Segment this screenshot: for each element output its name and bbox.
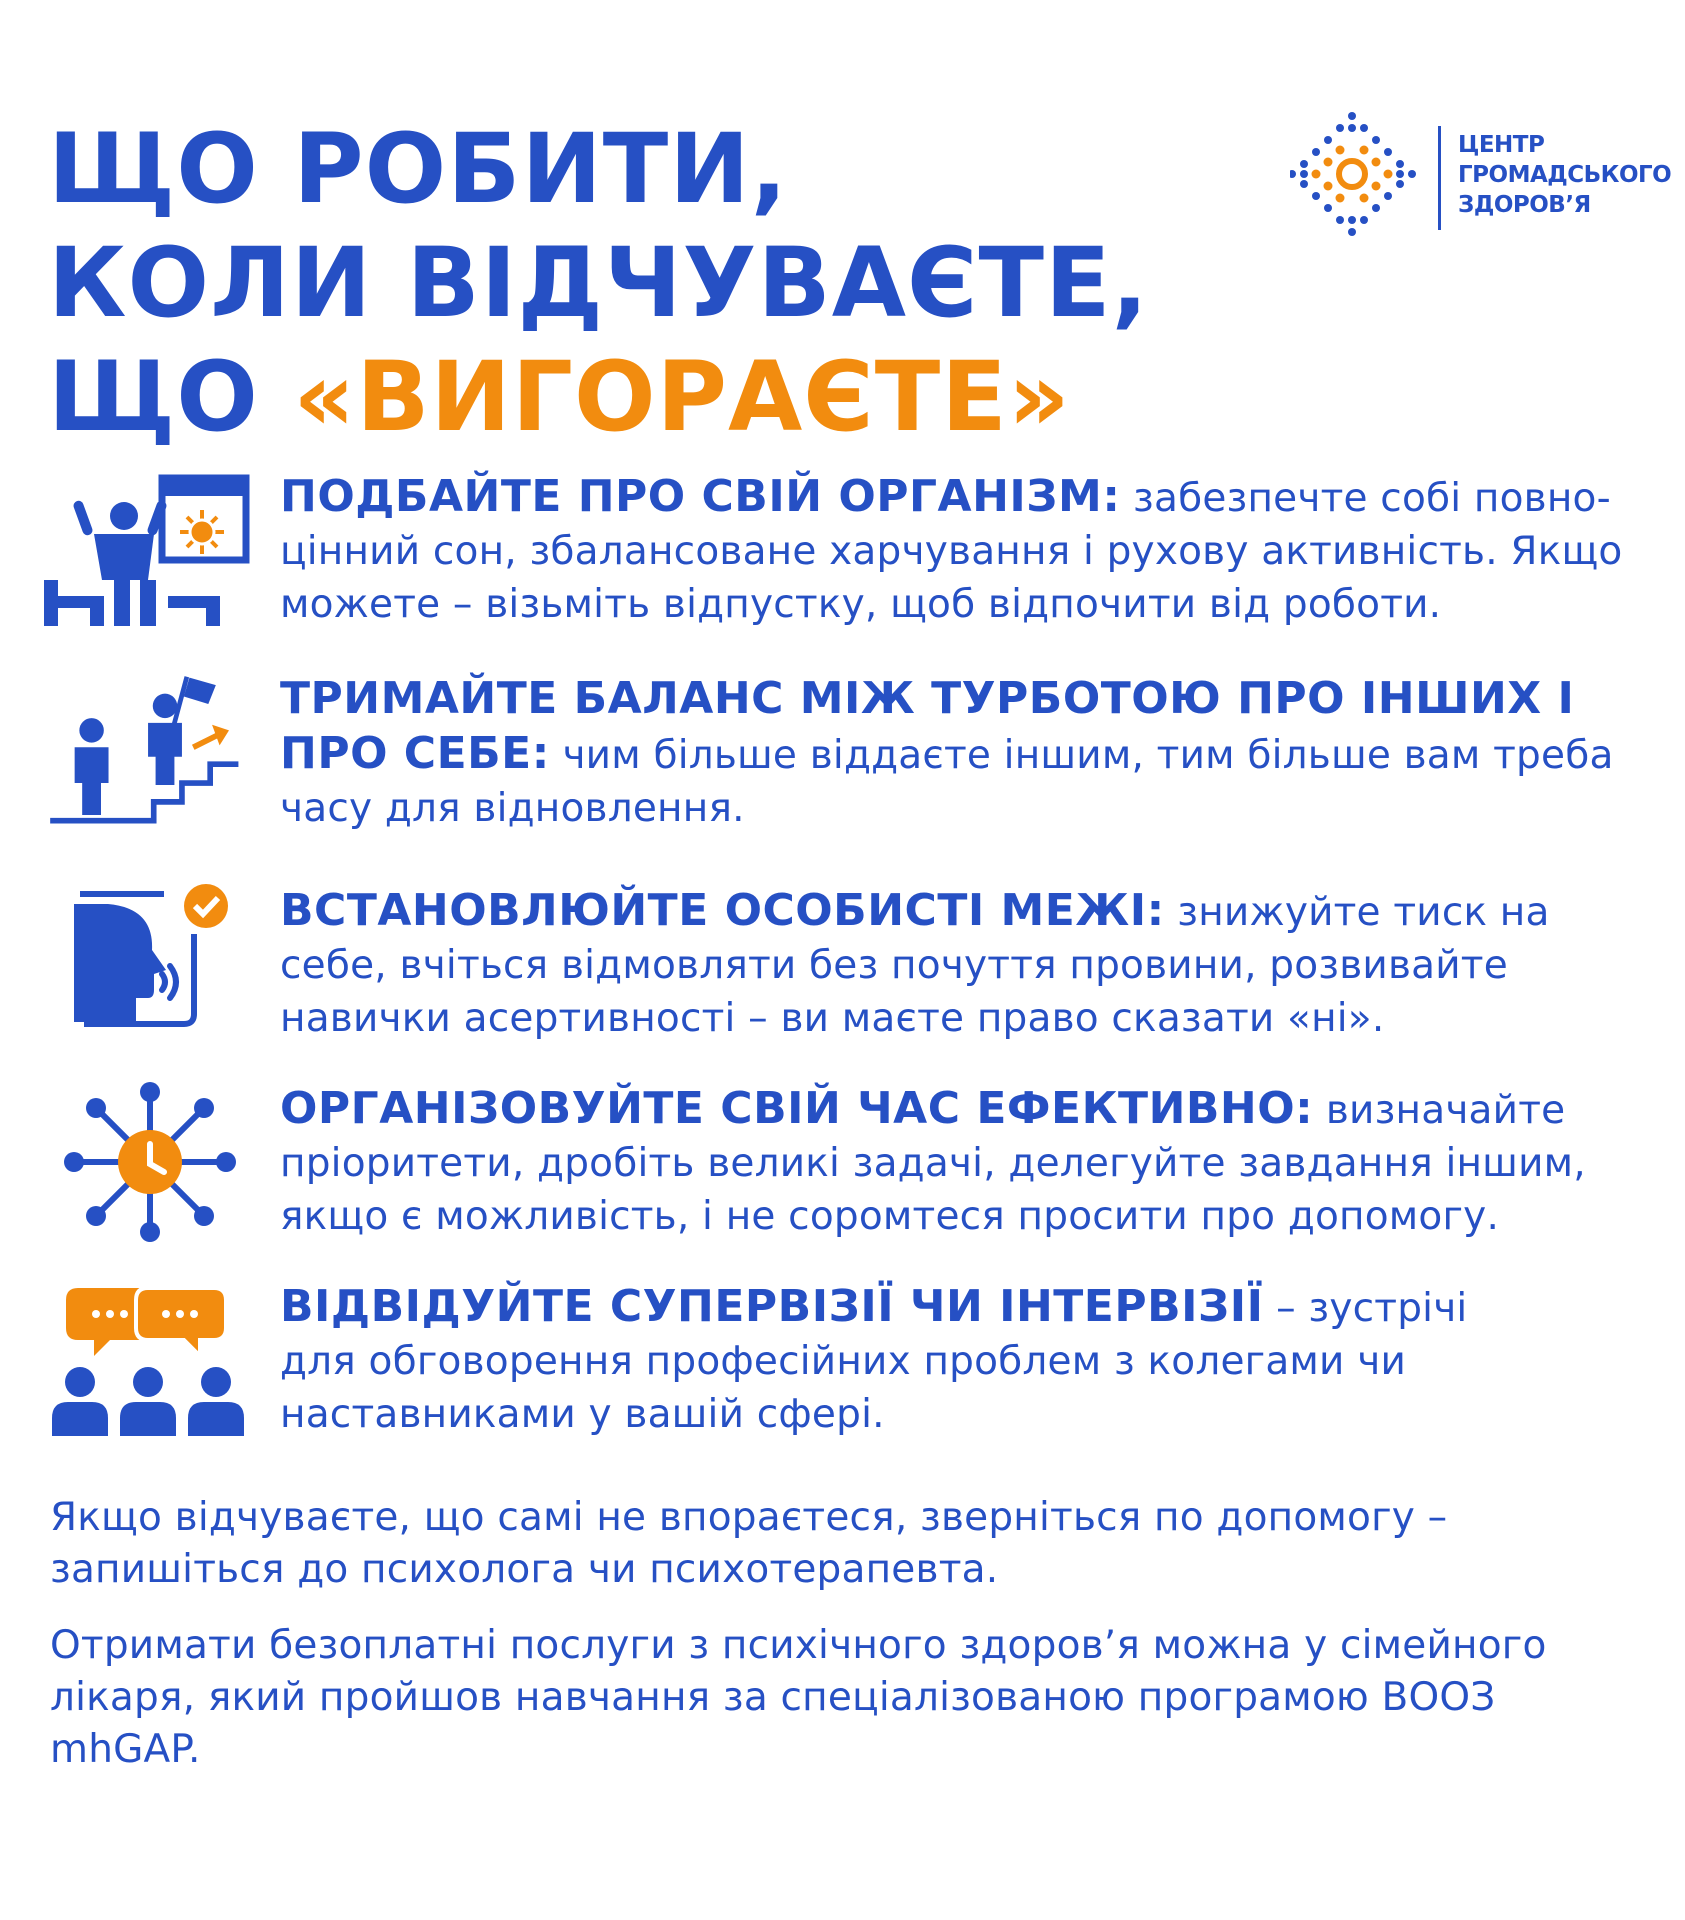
tip-text bbox=[280, 1280, 1550, 1441]
tip-body: визначайте пріоритети, дробіть великі задачі, делегуйте завдання іншим, якщо є можливість, і не соромтеся просити про допомогу. bbox=[280, 1088, 1586, 1239]
group-chat-icon bbox=[44, 1280, 254, 1440]
clock-network-icon bbox=[44, 1082, 254, 1242]
logo-text-line-1: ЦЕНТР bbox=[1458, 132, 1545, 158]
logo-divider bbox=[1438, 126, 1441, 230]
title-line-1: ЩО РОБИТИ, bbox=[48, 113, 789, 225]
tip-heading: ВІДВІДУЙТЕ СУПЕРВІЗІЇ ЧИ ІНТЕРВІЗІЇ bbox=[280, 1281, 1264, 1332]
logo-text-line-2: ГРОМАДСЬКОГО bbox=[1458, 162, 1672, 188]
tip-body: чим більше віддаєте іншим, тим більше вам треба часу для відновлення. bbox=[280, 733, 1614, 831]
logo-text-line-3: ЗДОРОВ’Я bbox=[1458, 192, 1591, 218]
title-accent-word: «ВИГОРАЄТЕ» bbox=[293, 341, 1071, 453]
tip-heading: ПОДБАЙТЕ ПРО СВІЙ ОРГАНІЗМ: bbox=[280, 471, 1121, 522]
footer-paragraph-free-services: Отримати безоплатні послуги з психічного здоров’я можна у сімейного лікаря, який пройшов навчання за спеціалізованою програмою ВООЗ mhGAP. bbox=[50, 1623, 1547, 1772]
stairs-people-icon bbox=[44, 672, 254, 832]
tip-text bbox=[280, 1082, 1660, 1243]
tip-text bbox=[280, 672, 1660, 835]
page-title bbox=[48, 112, 1198, 454]
tip-body: – зустрічі для обговорення професійних проблем з колегами чи наставниками у вашій сфері. bbox=[280, 1286, 1468, 1437]
phc-logo bbox=[1290, 110, 1672, 238]
phc-logo-icon bbox=[1290, 110, 1430, 238]
speaking-head-check-icon bbox=[44, 884, 254, 1044]
tip-body: знижуйте тиск на себе, вчіться відмовляти без почуття провини, розвивайте навички асертивності – ви маєте право сказати «ні». bbox=[280, 890, 1550, 1041]
footer-paragraph-help: Якщо відчуваєте, що самі не впораєтеся, зверніться по допомогу – запишіться до психолога чи психотерапевта. bbox=[50, 1495, 1448, 1592]
tip-heading: ОРГАНІЗОВУЙТЕ СВІЙ ЧАС ЕФЕКТИВНО: bbox=[280, 1083, 1314, 1134]
tip-text bbox=[280, 470, 1660, 631]
title-line-3 bbox=[48, 340, 1198, 454]
tip-heading: ТРИМАЙТЕ БАЛАНС МІЖ ТУРБОТОЮ ПРО ІНШИХ І ПРО СЕБЕ: bbox=[280, 673, 1575, 779]
tip-heading: ВСТАНОВЛЮЙТЕ ОСОБИСТІ МЕЖІ: bbox=[280, 885, 1165, 936]
person-exercising-icon bbox=[44, 470, 254, 630]
title-line-2: КОЛИ ВІДЧУВАЄТЕ, bbox=[48, 227, 1150, 339]
tip-text bbox=[280, 884, 1660, 1045]
title-line-3-prefix: ЩО bbox=[48, 341, 294, 453]
tip-body: забезпечте собі повно-цінний сон, збалансоване харчування і рухову активність. Якщо можете – візьміть відпустку, щоб відпочити від роботи. bbox=[280, 476, 1623, 627]
logo-text bbox=[1458, 130, 1672, 220]
